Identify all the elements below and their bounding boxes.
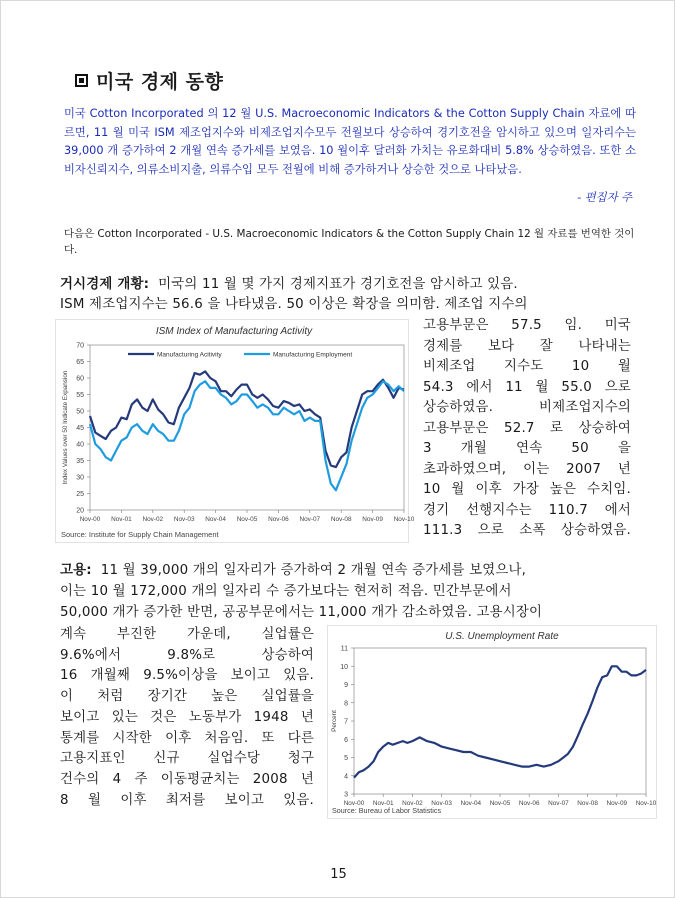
x-tick-label: Nov-10: [635, 800, 657, 807]
unemployment-chart: [327, 625, 657, 819]
legend-label: Manufacturing Employment: [273, 351, 353, 359]
y-tick-label: 11: [340, 645, 348, 653]
employment-line-11: 건수의 4 주 이동평균치는 2008 년: [60, 771, 314, 787]
y-tick-label: 40: [76, 441, 84, 449]
x-tick-label: Nov-04: [460, 800, 482, 807]
ism-chart-svg: [56, 320, 415, 542]
x-tick-label: Nov-10: [393, 516, 415, 523]
x-tick-label: Nov-06: [268, 516, 289, 523]
legend-label: Manufacturing Acitivity: [157, 351, 222, 359]
y-tick-label: 45: [76, 425, 84, 432]
employment-line-3: 50,000 개가 증가한 반면, 공공부문에서는 11,000 개가 감소하였음. 고용시장이: [60, 605, 543, 620]
employment-line-8: 보이고 있는 것은 노동부가 1948 년: [60, 709, 314, 725]
plot-frame: [354, 648, 646, 794]
employment-line-4: 계속 부진한 가운데, 실업률은: [60, 627, 314, 642]
employment-line-9: 통계를 시작한 이후 처음임. 또 다른: [60, 730, 314, 746]
y-tick-label: 65: [76, 359, 84, 366]
series-line-1: [354, 666, 646, 777]
page-title-text: 미국 경제 동향: [96, 71, 224, 93]
macro-line-2: ISM 제조업지수는 56.6 을 나타냈음. 50 이상은 확장을 의미함. 제조업 지수의: [60, 297, 528, 312]
macro-line-5: 비제조업 지수도 10 월: [423, 359, 631, 374]
employment-line-12: 8 월 이후 최저를 보이고 있음.: [60, 792, 314, 808]
series-line-1: [90, 371, 404, 467]
y-tick-label: 8: [344, 700, 348, 708]
macro-line-9: 3 개월 연속 50 을: [423, 441, 631, 456]
intro-text: 미국 Cotton Incorporated 의 12 월 U.S. Macroeconomic Indicators & the Cotton Supply Chain 자료에 따르면, 11 월 미국 ISM 제조업지수와 비제조업지수모두 전월보다 상승하여 경기호전을 암시하고 있으며 일자리수는 39,000 개 증가하여 2 개월 연속 증가세를 보였음. 10 월이후 달러화 가치는 유로화대비 5.8% 상승하였음. 또한 소비자신뢰지수, 의류소비지출, 의류수입 모두 전월에 비해 증가하거나 상승한 것으로 나타났음.: [64, 107, 636, 177]
y-tick-label: 7: [344, 718, 348, 726]
y-tick-label: 20: [76, 507, 84, 515]
translation-note: 다음은 Cotton Incorporated - U.S. Macroeconomic Indicators & the Cotton Supply Chain 12 월 자료를 번역한 것이다.: [64, 228, 635, 256]
chart-source: Source: Bureau of Labor Statistics: [332, 806, 442, 815]
chart-title: U.S. Unemployment Rate: [445, 631, 559, 642]
square-bullet-icon: [75, 74, 88, 87]
editor-note: - 편집자 주: [577, 191, 632, 204]
x-tick-label: Nov-01: [372, 800, 394, 807]
x-tick-label: Nov-07: [548, 800, 569, 807]
x-tick-label: Nov-07: [299, 516, 321, 523]
x-tick-label: Nov-01: [111, 516, 132, 523]
y-tick-label: 60: [76, 375, 84, 383]
y-axis-label: Percent: [331, 710, 338, 732]
x-tick-label: Nov-08: [330, 516, 352, 523]
x-tick-label: Nov-06: [518, 800, 540, 807]
intro-paragraph: [64, 105, 636, 180]
employment-heading: 고용:: [60, 563, 92, 578]
x-tick-label: Nov-05: [489, 800, 511, 807]
page-number: 15: [330, 867, 347, 882]
y-tick-label: 25: [76, 491, 84, 498]
series-line-2: [90, 381, 404, 490]
employment-line-2: 이는 10 월 172,000 개의 일자리 수 증가보다는 현저히 적음. 민간부문에서: [60, 584, 512, 599]
employment-line-5: 9.6%에서 9.8%로 상승하여: [60, 647, 314, 663]
y-tick-label: 70: [76, 342, 84, 350]
ism-chart: [55, 319, 415, 543]
y-tick-label: 35: [76, 458, 84, 465]
x-tick-label: Nov-03: [173, 516, 195, 523]
macro-line-11: 10 월 이후 가장 높은 수치임.: [423, 482, 631, 497]
page-title: [75, 67, 223, 94]
chart-source: Source: Institute for Supply Chain Management: [61, 530, 219, 539]
x-tick-label: Nov-09: [362, 516, 383, 523]
x-tick-label: Nov-02: [142, 516, 164, 523]
x-tick-label: Nov-00: [79, 516, 101, 523]
y-tick-label: 6: [344, 736, 348, 744]
employment-line-7: 이 처럼 장기간 높은 실업률을: [60, 689, 314, 705]
macro-line-10: 초과하였으며, 이는 2007 년: [423, 461, 631, 477]
macro-line-7: 상승하였음. 비제조업지수의: [423, 400, 631, 415]
employment-line-1: 고용: 11 월 39,000 개의 일자리가 증가하여 2 개월 연속 증가세를 보였으나,: [60, 563, 527, 578]
y-tick-label: 50: [76, 408, 84, 416]
macro-line-4: 경제를 보다 잘 나타내는: [423, 338, 631, 354]
macro-line-6: 54.3 에서 11 월 55.0 으로: [423, 379, 631, 395]
y-tick-label: 9: [344, 682, 348, 689]
y-tick-label: 3: [344, 791, 348, 799]
x-tick-label: Nov-08: [577, 800, 598, 807]
employment-line-10: 고용지표인 신규 실업수당 청구: [60, 751, 314, 767]
macro-line-1: 거시경제 개황: 미국의 11 월 몇 가지 경제지표가 경기호전을 암시하고 있음.: [60, 277, 518, 292]
chart-title: ISM Index of Manufacturing Activity: [155, 326, 313, 337]
employment-line-6: 16 개월째 9.5%이상을 보이고 있음.: [60, 668, 314, 684]
macro-line-12: 경기 선행지수는 110.7 에서: [423, 502, 631, 518]
x-tick-label: Nov-04: [205, 516, 226, 523]
y-tick-label: 30: [76, 474, 84, 482]
macro-line-8: 고용부문은 52.7 로 상승하여: [423, 420, 631, 436]
y-tick-label: 5: [344, 755, 348, 762]
x-tick-label: Nov-00: [343, 800, 365, 807]
y-axis-label: Index Values over 50 Indicate Expansion: [62, 370, 69, 485]
y-tick-label: 10: [340, 663, 348, 671]
y-tick-label: 55: [76, 392, 84, 399]
unemployment-chart-svg: [328, 626, 656, 818]
macro-heading: 거시경제 개황:: [60, 277, 150, 292]
macro-line-13: 111.3 으로 소폭 상승하였음.: [423, 523, 631, 538]
x-tick-label: Nov-03: [431, 800, 452, 807]
x-tick-label: Nov-02: [402, 800, 423, 807]
x-tick-label: Nov-05: [236, 516, 258, 523]
y-tick-label: 4: [344, 773, 348, 781]
x-tick-label: Nov-09: [606, 800, 628, 807]
macro-line-3: 고용부문은 57.5 임. 미국: [423, 318, 631, 333]
